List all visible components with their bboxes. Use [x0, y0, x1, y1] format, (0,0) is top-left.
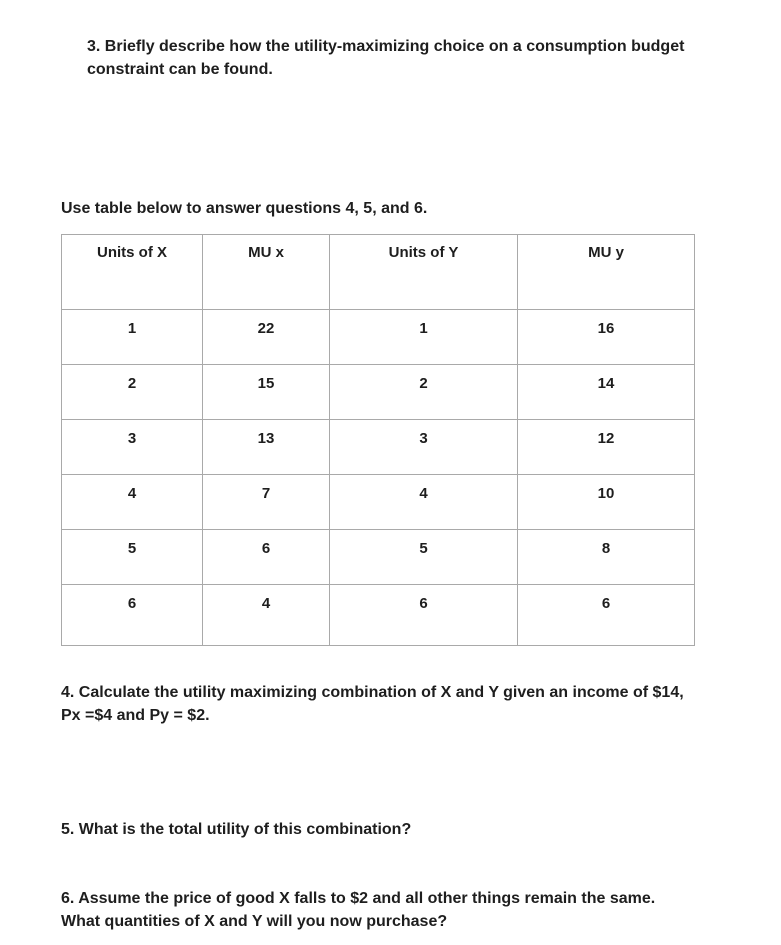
cell-mu-x: 7 [203, 475, 330, 530]
table-row [62, 420, 695, 475]
header-units-of-x: Units of X [62, 235, 203, 310]
question-4-line-1: 4. Calculate the utility maximizing combination of X and Y given an income of $14, [61, 684, 684, 701]
cell-units-y: 4 [330, 475, 518, 530]
cell-mu-y: 8 [518, 530, 695, 585]
question-6 [61, 887, 751, 933]
table-header-row [62, 235, 695, 310]
question-4 [61, 681, 751, 727]
cell-mu-y: 12 [518, 420, 695, 475]
question-3 [87, 35, 757, 81]
cell-mu-x: 15 [203, 365, 330, 420]
cell-mu-y: 14 [518, 365, 695, 420]
table-row [62, 365, 695, 420]
table-row [62, 310, 695, 365]
cell-units-y: 1 [330, 310, 518, 365]
cell-mu-x: 6 [203, 530, 330, 585]
question-4-line-2: Px =$4 and Py = $2. [61, 707, 210, 724]
marginal-utility-table [61, 234, 695, 646]
cell-units-y: 5 [330, 530, 518, 585]
question-3-line-2: constraint can be found. [87, 61, 273, 78]
cell-units-x: 1 [62, 310, 203, 365]
table-instruction: Use table below to answer questions 4, 5, and 6. [61, 200, 428, 217]
cell-units-x: 4 [62, 475, 203, 530]
cell-mu-x: 22 [203, 310, 330, 365]
header-mu-y: MU y [518, 235, 695, 310]
header-units-of-y: Units of Y [330, 235, 518, 310]
cell-units-y: 2 [330, 365, 518, 420]
question-3-line-1: 3. Briefly describe how the utility-maximizing choice on a consumption budget [87, 38, 685, 55]
table-row [62, 475, 695, 530]
table-row [62, 530, 695, 585]
question-6-line-1: 6. Assume the price of good X falls to $2 and all other things remain the same. [61, 890, 656, 907]
cell-units-x: 2 [62, 365, 203, 420]
cell-units-x: 3 [62, 420, 203, 475]
cell-units-x: 6 [62, 585, 203, 646]
cell-units-y: 6 [330, 585, 518, 646]
cell-mu-x: 4 [203, 585, 330, 646]
question-6-line-2: What quantities of X and Y will you now purchase? [61, 913, 448, 930]
header-mu-x: MU x [203, 235, 330, 310]
cell-mu-y: 6 [518, 585, 695, 646]
cell-units-x: 5 [62, 530, 203, 585]
table-row [62, 585, 695, 646]
cell-mu-y: 16 [518, 310, 695, 365]
cell-mu-y: 10 [518, 475, 695, 530]
question-5: 5. What is the total utility of this combination? [61, 821, 412, 838]
cell-units-y: 3 [330, 420, 518, 475]
cell-mu-x: 13 [203, 420, 330, 475]
